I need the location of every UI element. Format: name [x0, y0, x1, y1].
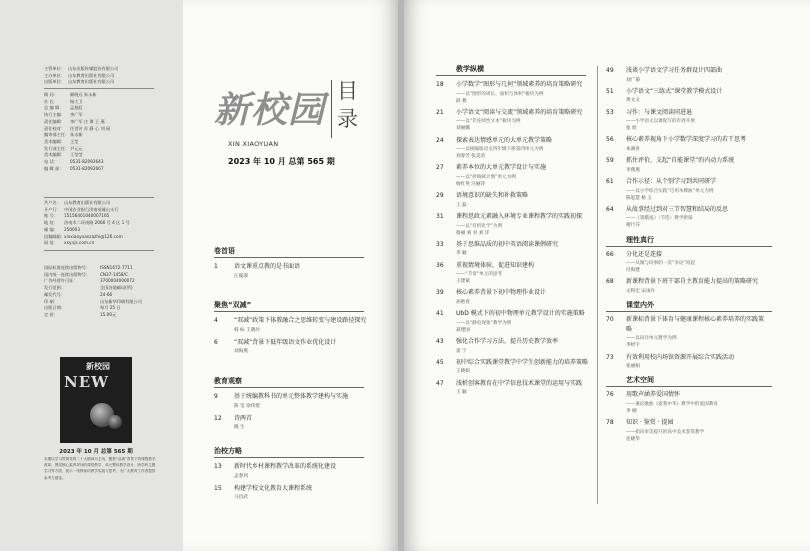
- imprint-rule: [44, 197, 154, 198]
- toc-entry-author: 连晓华: [626, 436, 640, 442]
- toc-entry-title[interactable]: 探索表达情感单元的大单元教学策略: [456, 136, 553, 144]
- toc-page-number: 64: [606, 205, 614, 213]
- toc-entry-author: 文和宏 宋雨丹: [626, 288, 656, 294]
- toc-entry-title[interactable]: “双减”政策下体教融合之思维转变与建设路径探究: [234, 317, 367, 324]
- toc-section-rule: [214, 257, 364, 258]
- toc-page-number: 31: [436, 213, 444, 220]
- contact-info-label: 账 号：: [44, 213, 58, 219]
- toc-entry-title[interactable]: 基于统编教科书的单元整体教学建构与实施: [234, 393, 349, 400]
- toc-page-number: 21: [436, 108, 444, 116]
- publisher-info-label: 出版单位：: [44, 79, 65, 85]
- toc-entry-author: 汪筱淑: [234, 273, 248, 279]
- toc-page-number: 56: [606, 136, 614, 144]
- contact-info-value: 山东教育出版社有限公司: [64, 200, 111, 205]
- toc-entry-subtitle: ——以“静电现象”教学为例: [456, 320, 512, 326]
- toc-page-number: 18: [436, 81, 444, 88]
- staff-info-line: [44, 92, 110, 99]
- publisher-info-line: [44, 79, 118, 86]
- publisher-info-block: [44, 66, 118, 86]
- toc-entry-author: 黄文文: [626, 98, 640, 104]
- staff-info-line: [44, 139, 110, 146]
- toc-entry-title[interactable]: 基于思维品质的初中英语阅读课例研究: [456, 240, 559, 248]
- staff-info-label: 责任校对：: [44, 125, 65, 131]
- toc-entry-subtitle: ——从微与同事的一次“争论”说起: [626, 261, 696, 267]
- contact-info-label: 共户名：: [44, 200, 61, 205]
- print-info-value: CN37-1458/C: [100, 271, 128, 277]
- staff-info-label: 总 编 辑：: [44, 105, 64, 111]
- print-info-value: 山东新华印刷有限公司: [100, 298, 142, 304]
- toc-entry-title[interactable]: 语文课重点教的是书面语: [234, 263, 301, 270]
- toc-entry-title[interactable]: “双减”背景下低年级语文作业优化设计: [234, 338, 337, 346]
- toc-entry-author: 褚行芬: [626, 223, 640, 229]
- staff-info-value: 朱永新: [70, 132, 83, 138]
- toc-entry-title[interactable]: 小学数学“图形与几何”领域素养的培育策略研究: [456, 81, 583, 88]
- toc-entry-author: 刘春芳 张美清: [456, 154, 486, 160]
- toc-entry-subtitle: ——以“图形的周长、面积与体积”板块为例: [456, 91, 544, 97]
- toc-entry-author: 朱满喜: [626, 146, 640, 152]
- toc-entry-author: 杨红英 汪丽萍: [456, 181, 486, 187]
- imprint-rule: [44, 250, 154, 251]
- toc-entry-title[interactable]: 构建学校文化教育大课程系统: [234, 484, 313, 492]
- print-info-line: [44, 312, 142, 319]
- staff-info-value: 王莹莹: [70, 152, 83, 158]
- toc-entry-title[interactable]: 抓住评价，支起“自能课堂”的内动力系统: [626, 157, 735, 165]
- toc-entry-author: 王 磊: [456, 202, 467, 208]
- toc-entry-subtitle: ——“节奏”单元的思考: [456, 272, 503, 278]
- toc-title: 目录: [337, 79, 358, 131]
- toc-section-rule: [606, 386, 772, 387]
- toc-entry-author: 雷 宁: [456, 348, 467, 354]
- toc-entry-author: 王建斌: [456, 279, 470, 285]
- print-info-label: 发行范围：: [44, 285, 65, 291]
- toc-entry-title[interactable]: 浅析创客教育在中学信息技术课堂的运用与实践: [456, 379, 583, 387]
- contact-info-label: 地 址：: [44, 220, 58, 226]
- staff-info-line: [44, 159, 110, 166]
- toc-page-number: 68: [606, 278, 614, 286]
- toc-section-heading: 艺术空间: [626, 376, 654, 385]
- toc-section-heading: 教育观察: [214, 377, 242, 385]
- toc-page-number: 51: [606, 87, 614, 95]
- print-info-value: 全国各地邮局(所): [100, 285, 133, 291]
- print-info-value: 15.00元: [100, 311, 117, 317]
- contact-info-line: [44, 240, 130, 247]
- toc-entry-author: 刘广菊: [626, 77, 640, 83]
- toc-entry-title[interactable]: 有效利用校内场馆资源开展综合实践活动: [626, 353, 735, 361]
- print-info-value: ISSN1672-7711: [100, 265, 133, 270]
- toc-entry-title[interactable]: 重视情境体验，促进知识建构: [456, 261, 535, 269]
- contact-info-label: 邮 编：: [44, 226, 58, 232]
- toc-page-number: 66: [606, 250, 614, 258]
- cover-description: 本期以学习贯彻党的二十大精神为主线，聚焦“双减”背景下的课程教学改革，围绕核心素养导向的课堂教学、单元整体教学设计、跨学科主题学习等方面，展示一线教师的教学实践与思考，为广大教育工作者提供参考与借鉴。: [44, 457, 156, 480]
- toc-section-rule: [214, 457, 364, 458]
- toc-entry-title[interactable]: 诗两首: [234, 414, 253, 422]
- toc-page-number: 70: [606, 316, 614, 324]
- print-info-label: 出版日期：: [44, 305, 65, 311]
- staff-info-value: 王莹: [70, 138, 79, 144]
- print-info-label: 广告经营许可证：: [44, 278, 78, 284]
- toc-entry-title[interactable]: 新时代乡村课程教学改革的系统化建设: [234, 463, 337, 470]
- toc-section-rule: [606, 246, 772, 247]
- toc-entry-author: 李燕燕: [626, 167, 640, 173]
- contact-info-value: 250003: [64, 226, 80, 232]
- cover-title-small: 新校园: [86, 361, 110, 371]
- toc-entry-title[interactable]: 素养本位的大单元教学设计与实施: [456, 164, 547, 172]
- contact-info-label: 网 址：: [44, 240, 58, 246]
- print-info-line: [44, 265, 142, 272]
- contact-info-value: 中国农业银行济南英雄山支行: [64, 206, 119, 212]
- staff-info-value: 0531-82092643: [70, 159, 104, 165]
- toc-entry-subtitle: ——以“非连续性文本”板块为例: [456, 119, 521, 125]
- print-info-label: 定 价：: [44, 311, 58, 317]
- toc-page-number: 9: [214, 393, 218, 400]
- staff-info-label: 美术编辑：: [44, 138, 65, 144]
- toc-entry-title[interactable]: 课程思政元素融入环境专业课程教学的实践初探: [456, 213, 583, 220]
- toc-page-number: 12: [214, 414, 222, 422]
- toc-entry-title[interactable]: 合作示径：从个别学习到共同研学: [626, 178, 717, 185]
- staff-info-value: 任誉芳 苏 静 心 刘 园: [70, 125, 111, 131]
- toc-entry-subtitle: ——指向审美提升的高中美术鉴赏教学: [626, 429, 705, 435]
- toc-entry-subtitle: ——以“折线统计图”单元为例: [456, 174, 516, 180]
- publisher-info-line: [44, 66, 118, 73]
- toc-section-rule: [436, 75, 586, 76]
- toc-entry-author: 陈思慧 杨 玉: [626, 195, 652, 201]
- print-info-line: [44, 285, 142, 292]
- issue-info: 2023 年 10 月 总第 565 期: [228, 157, 335, 166]
- toc-section-rule: [214, 311, 364, 312]
- cover-title-big: NEW: [64, 373, 109, 391]
- toc-entry-subtitle: ——以“有机化学”为例: [456, 223, 503, 229]
- toc-section-heading: 课堂内外: [626, 301, 654, 310]
- staff-info-label: 编审部主任：: [44, 132, 70, 138]
- staff-info-block: [44, 92, 110, 172]
- toc-section-heading: 治校方略: [214, 447, 242, 455]
- toc-entry-title[interactable]: 习作：与课文阅读同进退: [626, 108, 693, 116]
- toc-entry-author: 刘海燕: [234, 349, 248, 354]
- toc-page-number: 47: [436, 379, 444, 387]
- toc-section-heading: 教学纵横: [456, 65, 484, 73]
- print-info-label: 国内统一连续出版物号：: [44, 271, 91, 277]
- toc-entry-subtitle: ——兼论歌曲《爱我中华》教学中的爱国教育: [626, 401, 718, 407]
- masthead-divider: [331, 80, 332, 138]
- imprint-rule: [44, 88, 154, 89]
- toc-page-number: 73: [606, 353, 614, 361]
- staff-info-line: [44, 132, 110, 139]
- toc-entry-author: 陈 莹 徐伟建: [234, 403, 260, 409]
- staff-info-value: 李广军: [70, 112, 83, 118]
- toc-page-number: 45: [436, 358, 444, 366]
- toc-entry-title[interactable]: 核心素养视角下小学数学深度学习的若干思考: [626, 136, 747, 144]
- toc-section-rule: [606, 311, 772, 312]
- print-info-value: 24-66: [100, 291, 113, 297]
- contact-info-value: xinxiaoyuanzazhi@126.com: [64, 233, 123, 239]
- toc-entry-author: 孙艳青: [456, 299, 470, 305]
- toc-entry-title[interactable]: 强化合作学习方法，提升历史教学效率: [456, 338, 559, 345]
- staff-info-value: 颜晓远 朱永新: [70, 92, 97, 97]
- publisher-info-value: 山东教育出版社有限公司: [68, 72, 115, 78]
- contact-info-line: [44, 220, 130, 227]
- print-info-label: 邮发代号：: [44, 291, 65, 297]
- print-info-label: 国际标准连续出版物号：: [44, 265, 91, 270]
- toc-page-number: 49: [606, 67, 614, 74]
- contact-info-label: 开户行：: [44, 206, 61, 212]
- print-info-label: 印 刷：: [44, 298, 58, 304]
- toc-entry-author: 王 颖: [456, 390, 467, 396]
- magazine-pinyin: XIN XIAOYUAN: [228, 140, 279, 148]
- staff-info-value: 孟旭虹: [70, 105, 83, 111]
- toc-entry-author: 马昌武: [234, 495, 248, 500]
- staff-info-line: [44, 119, 110, 126]
- toc-entry-author: 李 颖: [456, 251, 467, 257]
- staff-info-label: 美术编辑：: [44, 152, 65, 158]
- staff-info-label: 责任编辑：: [44, 118, 65, 124]
- toc-page-number: 59: [606, 157, 614, 165]
- contact-info-value: xxy.sjs.com.cn: [64, 240, 95, 246]
- toc-page-number: 4: [214, 317, 218, 324]
- contact-info-block: [44, 200, 130, 247]
- toc-page-number: 78: [606, 419, 614, 427]
- staff-info-label: 电 话：: [44, 159, 58, 165]
- contact-info-line: [44, 227, 130, 234]
- toc-entry-author: 韩 标 王晓玲: [234, 327, 260, 333]
- staff-info-label: 顾 问：: [44, 92, 58, 97]
- staff-info-label: 编 辑 部：: [44, 165, 64, 171]
- toc-page-number: 76: [606, 391, 614, 399]
- print-info-line: [44, 292, 142, 299]
- staff-info-value: 尹元元: [70, 145, 83, 151]
- toc-page-number: 27: [436, 164, 444, 172]
- toc-entry-subtitle: ——以统编版语文四年级下册第四单元为例: [456, 147, 544, 153]
- toc-entry-title[interactable]: 浅谈小学语文学习任务群设计四部曲: [626, 67, 723, 74]
- toc-entry-author: 李经宇: [626, 343, 640, 349]
- toc-entry-author: 刘丽娜: [456, 126, 470, 132]
- toc-entry-author: 王晓娟: [456, 369, 470, 375]
- toc-entry-subtitle: ——以田径单元教学为例: [626, 336, 677, 342]
- publisher-info-label: 主管单位：: [44, 66, 65, 71]
- print-info-block: [44, 265, 142, 319]
- print-info-value: 3700004000072: [100, 278, 135, 284]
- staff-info-value: 李广军 庄 谭 王 燕: [70, 118, 105, 124]
- publisher-info-label: 主办单位：: [44, 72, 65, 78]
- staff-info-value: 杨大卫: [70, 98, 83, 104]
- toc-entry-title[interactable]: 从故事经过到对三节智慧和结局的反思: [626, 205, 729, 213]
- toc-section-heading: 理性真行: [626, 235, 654, 244]
- toc-entry-subtitle: ——以小学综合实践“巧用木牌匾”单元为例: [626, 188, 714, 194]
- staff-info-label: 社 长：: [44, 98, 58, 104]
- toc-entry-subtitle: ——《窦娥冤》（节选）教学新探: [626, 216, 693, 222]
- magazine-logo: 新校园: [214, 89, 326, 131]
- cover-caption: 2023 年 10 月 总第 565 期: [59, 449, 133, 455]
- print-info-value: 每月 25 日: [100, 305, 121, 311]
- toc-entry-title[interactable]: 知识 · 鉴赏 · 提园: [626, 419, 674, 427]
- toc-entry-author: 薛 燕: [456, 98, 467, 104]
- toc-page-number: 15: [214, 484, 222, 492]
- staff-info-line: [44, 112, 110, 119]
- toc-page-number: 43: [436, 338, 444, 345]
- toc-page-number: 36: [436, 261, 444, 269]
- cover-fruit-image-small: [108, 415, 122, 429]
- toc-section-rule: [214, 387, 364, 388]
- toc-page-number: 53: [606, 108, 614, 116]
- toc-page-number: 29: [436, 192, 444, 200]
- toc-entry-title[interactable]: 初中综合实践课堂教学中学生创新能力的培养策略: [456, 358, 589, 366]
- staff-info-label: 发行部主任：: [44, 145, 70, 151]
- toc-entry-author: 蔡丽 刘 君 刘 洋: [456, 230, 490, 236]
- toc-entry-title[interactable]: 分化还是连接: [626, 250, 663, 258]
- cover-thumbnail: [60, 357, 132, 443]
- book-gutter: [398, 0, 404, 551]
- staff-info-label: 执行主编：: [44, 112, 65, 118]
- toc-page-number: 33: [436, 240, 444, 248]
- publisher-info-value: 山东出版传媒股份有限公司: [68, 66, 119, 71]
- toc-page-number: 61: [606, 178, 614, 185]
- toc-entry-author: 晓 生: [234, 425, 245, 430]
- toc-page-number: 41: [436, 310, 444, 318]
- toc-page-number: 1: [214, 263, 218, 270]
- toc-entry-title[interactable]: 小学语文“三练式”课堂教学模式设计: [626, 87, 723, 95]
- toc-section-heading: 卷首语: [214, 247, 235, 255]
- toc-entry-title[interactable]: 小学语文“阅读与交流”领域素养的培育策略研究: [456, 108, 583, 116]
- toc-entry-title[interactable]: 新课标背景下体育与健康课程核心素养培养的实践策略: [626, 316, 765, 333]
- toc-entry-subtitle: ——小学语文以课促写的有效开展: [626, 119, 695, 125]
- toc-page-number: 13: [214, 463, 222, 470]
- publisher-info-value: 山东教育出版社有限公司: [68, 79, 115, 85]
- toc-entry-author: 付海建: [626, 268, 640, 274]
- toc-page-number: 24: [436, 136, 444, 144]
- toc-entry-author: 张 欣: [626, 126, 637, 132]
- toc-entry-author: 张丽娟: [626, 364, 640, 369]
- print-info-line: [44, 305, 142, 312]
- toc-entry-title[interactable]: 新课程背景下班干部自主教育能力提高的策略研究: [626, 278, 759, 286]
- toc-page-number: 6: [214, 338, 218, 346]
- staff-info-value: 0531-82092667: [70, 165, 104, 171]
- toc-entry-author: 李 刚: [626, 408, 637, 414]
- staff-info-line: [44, 166, 110, 173]
- toc-section-heading: 聚焦“双减”: [214, 301, 252, 309]
- toc-entry-title[interactable]: UbD 模式下的初中物理单元教学设计的实施策略: [456, 310, 585, 318]
- toc-entry-title[interactable]: 语境意识的缺失和补救策略: [456, 192, 529, 200]
- toc-entry-title[interactable]: 用歌声涵养爱国情怀: [626, 391, 681, 399]
- contact-info-label: 投稿邮箱：: [44, 233, 65, 239]
- contact-info-line: [44, 200, 130, 207]
- toc-entry-author: 聂建国: [456, 327, 470, 333]
- toc-page-number: 39: [436, 289, 444, 297]
- toc-entry-title[interactable]: 核心素养背景下初中物理作业设计: [456, 289, 547, 297]
- contact-info-value: 15156401040007165: [64, 213, 110, 219]
- toc-entry-author: 孟春到: [234, 473, 248, 479]
- contact-info-value: 济南市二环南路 2066 号 4 区 1 号: [64, 220, 130, 226]
